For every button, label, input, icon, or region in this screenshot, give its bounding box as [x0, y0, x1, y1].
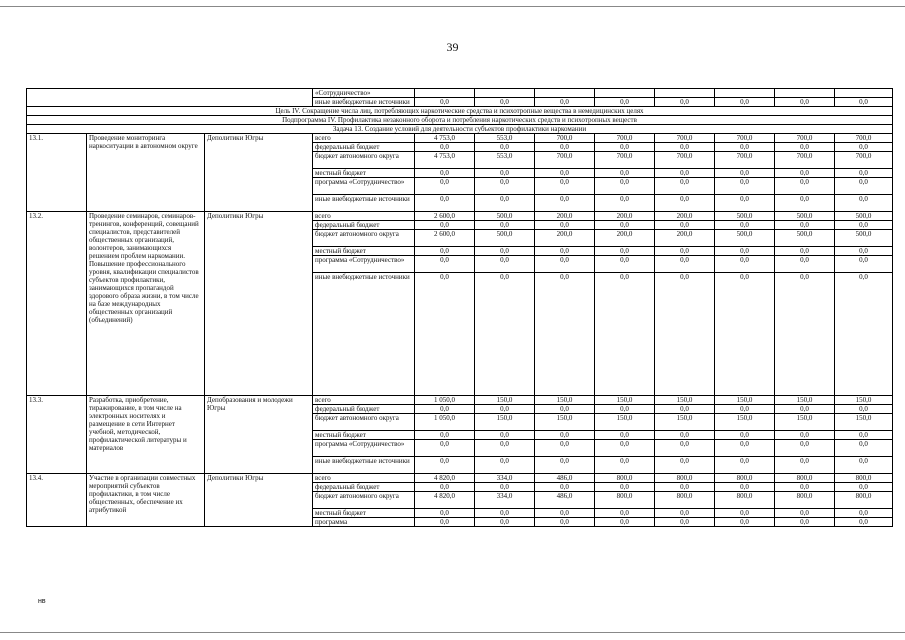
value-cell: 0,0 [835, 247, 893, 256]
source-label: бюджет автономного округа [313, 414, 415, 431]
value-cell: 0,0 [835, 457, 893, 474]
value-cell: 800,0 [775, 492, 835, 509]
value-cell: 0,0 [835, 483, 893, 492]
value-cell: 0,0 [415, 431, 475, 440]
value-cell: 0,0 [475, 457, 535, 474]
value-cell: 500,0 [475, 230, 535, 247]
value-cell: 0,0 [835, 221, 893, 230]
value-cell: 334,0 [475, 492, 535, 509]
source-label: всего [313, 134, 415, 143]
value-cell: 0,0 [595, 247, 655, 256]
bottom-edge-line [0, 632, 905, 633]
value-cell: 0,0 [415, 221, 475, 230]
value-cell: 4 820,0 [415, 474, 475, 483]
value-cell: 0,0 [535, 483, 595, 492]
table-cell [27, 89, 313, 107]
value-cell: 0,0 [415, 405, 475, 414]
source-label: всего [313, 212, 415, 221]
source-label: иные внебюджетные источники [313, 457, 415, 474]
value-cell: 486,0 [535, 474, 595, 483]
value-cell: 0,0 [655, 247, 715, 256]
table-cell [475, 89, 535, 98]
value-cell: 150,0 [535, 414, 595, 431]
value-cell: 0,0 [715, 440, 775, 457]
value-cell: 2 600,0 [415, 230, 475, 247]
value-cell: 800,0 [655, 492, 715, 509]
value-cell: 0,0 [475, 509, 535, 518]
measure-executor: Депобразования и молодежи Югры [205, 396, 313, 474]
table-cell [775, 89, 835, 98]
value-cell: 0,0 [535, 169, 595, 178]
value-cell: 0,0 [775, 221, 835, 230]
measure-name: Разработка, приобретение, тиражирование, в том числе на электронных носителях и размещение в сети Интернет учебной, методической, профилактической литературы и материалов [87, 396, 205, 474]
value-cell: 0,0 [475, 195, 535, 212]
value-cell: 0,0 [715, 405, 775, 414]
source-label: федеральный бюджет [313, 483, 415, 492]
value-cell: 0,0 [715, 256, 775, 273]
value-cell: 0,0 [775, 457, 835, 474]
value-cell: 0,0 [775, 143, 835, 152]
value-cell: 700,0 [595, 152, 655, 169]
value-cell: 0,0 [715, 98, 775, 107]
value-cell: 0,0 [415, 169, 475, 178]
value-cell: 0,0 [415, 457, 475, 474]
value-cell: 0,0 [475, 483, 535, 492]
measure-executor: Деполитики Югры [205, 134, 313, 212]
value-cell: 800,0 [715, 492, 775, 509]
value-cell: 0,0 [715, 221, 775, 230]
measure-name: Проведение семинаров, семинаров-тренингов, конференций, совещаний специалистов, представителей общественных организаций, волонтеров, занимающихся решением проблем наркомании. Повышение профессионального уровня, квалификации специалистов субъектов профилактики, занимающихся пропагандой здорового образа жизни, в том числе на базе международных общественных организаций (объединений) [87, 212, 205, 396]
value-cell: 0,0 [655, 273, 715, 396]
value-cell: 4 753,0 [415, 152, 475, 169]
value-cell: 0,0 [655, 143, 715, 152]
value-cell: 0,0 [535, 405, 595, 414]
source-label: федеральный бюджет [313, 221, 415, 230]
measure-number: 13.1. [27, 134, 87, 212]
value-cell: 0,0 [655, 178, 715, 195]
value-cell: 0,0 [595, 457, 655, 474]
value-cell: 0,0 [655, 440, 715, 457]
value-cell: 200,0 [595, 212, 655, 221]
source-label: федеральный бюджет [313, 405, 415, 414]
value-cell: 0,0 [715, 178, 775, 195]
table-cell [835, 89, 893, 98]
value-cell: 700,0 [715, 134, 775, 143]
source-label: всего [313, 396, 415, 405]
value-cell: 700,0 [835, 152, 893, 169]
value-cell: 700,0 [535, 152, 595, 169]
source-label: иные внебюджетные источники [313, 273, 415, 396]
value-cell: 0,0 [475, 98, 535, 107]
value-cell: 150,0 [655, 414, 715, 431]
value-cell: 0,0 [415, 273, 475, 396]
value-cell: 150,0 [715, 414, 775, 431]
value-cell: 4 820,0 [415, 492, 475, 509]
value-cell: 0,0 [775, 178, 835, 195]
value-cell: 150,0 [835, 414, 893, 431]
value-cell: 0,0 [595, 431, 655, 440]
value-cell: 0,0 [835, 178, 893, 195]
source-label: бюджет автономного округа [313, 230, 415, 247]
value-cell: 200,0 [655, 230, 715, 247]
value-cell: 0,0 [715, 483, 775, 492]
value-cell: 200,0 [535, 212, 595, 221]
value-cell: 800,0 [835, 474, 893, 483]
value-cell: 0,0 [595, 195, 655, 212]
value-cell: 500,0 [835, 212, 893, 221]
subprogram-heading: Подпрограмма IV. Профилактика незаконного оборота и потребления наркотических средств и психотропных веществ [27, 116, 893, 125]
source-label: местный бюджет [313, 431, 415, 440]
value-cell: 0,0 [595, 221, 655, 230]
value-cell: 0,0 [715, 509, 775, 518]
source-label: «Сотрудничество» [313, 89, 415, 98]
value-cell: 0,0 [715, 273, 775, 396]
value-cell: 0,0 [535, 431, 595, 440]
value-cell: 500,0 [715, 212, 775, 221]
value-cell: 0,0 [475, 431, 535, 440]
value-cell: 0,0 [835, 518, 893, 527]
value-cell: 0,0 [775, 169, 835, 178]
value-cell: 150,0 [595, 414, 655, 431]
source-label: бюджет автономного округа [313, 492, 415, 509]
value-cell: 0,0 [475, 169, 535, 178]
value-cell: 486,0 [535, 492, 595, 509]
table-row [27, 89, 893, 98]
value-cell: 0,0 [475, 247, 535, 256]
measure-number: 13.3. [27, 396, 87, 474]
page-number: 39 [446, 40, 459, 54]
value-cell: 0,0 [535, 98, 595, 107]
value-cell: 150,0 [475, 414, 535, 431]
measure-number: 13.2. [27, 212, 87, 396]
value-cell: 0,0 [595, 518, 655, 527]
table-row [27, 116, 893, 125]
value-cell: 500,0 [475, 212, 535, 221]
value-cell: 0,0 [655, 169, 715, 178]
table-cell [415, 89, 475, 98]
value-cell: 0,0 [595, 143, 655, 152]
value-cell: 0,0 [835, 98, 893, 107]
value-cell: 0,0 [475, 440, 535, 457]
value-cell: 800,0 [835, 492, 893, 509]
value-cell: 0,0 [835, 195, 893, 212]
value-cell: 150,0 [595, 396, 655, 405]
value-cell: 0,0 [775, 256, 835, 273]
value-cell: 700,0 [655, 134, 715, 143]
value-cell: 0,0 [415, 98, 475, 107]
value-cell: 800,0 [595, 474, 655, 483]
value-cell: 0,0 [595, 440, 655, 457]
value-cell: 1 050,0 [415, 414, 475, 431]
value-cell: 0,0 [655, 195, 715, 212]
value-cell: 0,0 [535, 221, 595, 230]
value-cell: 0,0 [715, 247, 775, 256]
value-cell: 0,0 [475, 256, 535, 273]
value-cell: 0,0 [655, 98, 715, 107]
value-cell: 150,0 [835, 396, 893, 405]
value-cell: 0,0 [415, 178, 475, 195]
value-cell: 0,0 [775, 247, 835, 256]
value-cell: 0,0 [475, 143, 535, 152]
table-cell [535, 89, 595, 98]
measure-number: 13.4. [27, 474, 87, 527]
measure-name: Участие в организации совместных мероприятий субъектов профилактики, в том числе общественных, обеспечение их атрибутикой [87, 474, 205, 527]
value-cell: 150,0 [775, 414, 835, 431]
value-cell: 0,0 [535, 440, 595, 457]
value-cell: 0,0 [595, 256, 655, 273]
value-cell: 150,0 [775, 396, 835, 405]
value-cell: 0,0 [775, 195, 835, 212]
value-cell: 553,0 [475, 152, 535, 169]
footer-mark: нв [38, 598, 46, 605]
value-cell: 0,0 [595, 509, 655, 518]
value-cell: 0,0 [835, 405, 893, 414]
value-cell: 0,0 [595, 169, 655, 178]
value-cell: 700,0 [835, 134, 893, 143]
value-cell: 0,0 [655, 431, 715, 440]
value-cell: 4 753,0 [415, 134, 475, 143]
value-cell: 150,0 [655, 396, 715, 405]
value-cell: 0,0 [535, 195, 595, 212]
value-cell: 0,0 [655, 509, 715, 518]
source-label: всего [313, 474, 415, 483]
value-cell: 700,0 [715, 152, 775, 169]
value-cell: 500,0 [835, 230, 893, 247]
value-cell: 0,0 [535, 178, 595, 195]
value-cell: 0,0 [715, 143, 775, 152]
value-cell: 0,0 [475, 221, 535, 230]
table-row [27, 474, 893, 483]
value-cell: 0,0 [475, 405, 535, 414]
value-cell: 0,0 [715, 195, 775, 212]
goal-heading: Цель IV. Сокращение числа лиц, потребляющих наркотические средства и психотропные вещества в немедицинских целях [27, 107, 893, 116]
value-cell: 0,0 [415, 256, 475, 273]
value-cell: 0,0 [655, 518, 715, 527]
value-cell: 0,0 [655, 221, 715, 230]
value-cell: 0,0 [475, 273, 535, 396]
value-cell: 1 050,0 [415, 396, 475, 405]
table-row [27, 212, 893, 221]
value-cell: 0,0 [835, 256, 893, 273]
table-row [27, 107, 893, 116]
table-cell [715, 89, 775, 98]
value-cell: 0,0 [715, 431, 775, 440]
value-cell: 0,0 [835, 509, 893, 518]
source-label: программа [313, 518, 415, 527]
source-label: местный бюджет [313, 509, 415, 518]
source-label: иные внебюджетные источники [313, 195, 415, 212]
value-cell: 0,0 [595, 483, 655, 492]
value-cell: 2 600,0 [415, 212, 475, 221]
value-cell: 0,0 [475, 518, 535, 527]
value-cell: 0,0 [775, 405, 835, 414]
value-cell: 700,0 [595, 134, 655, 143]
value-cell: 0,0 [775, 483, 835, 492]
value-cell: 0,0 [595, 98, 655, 107]
table-row [27, 134, 893, 143]
value-cell: 0,0 [415, 247, 475, 256]
source-label: бюджет автономного округа [313, 152, 415, 169]
value-cell: 800,0 [775, 474, 835, 483]
value-cell: 500,0 [775, 212, 835, 221]
value-cell: 200,0 [655, 212, 715, 221]
value-cell: 150,0 [535, 396, 595, 405]
table-row [27, 396, 893, 405]
source-label: иные внебюджетные источники [313, 98, 415, 107]
value-cell: 0,0 [415, 143, 475, 152]
value-cell: 0,0 [715, 169, 775, 178]
measure-executor: Деполитики Югры [205, 212, 313, 396]
value-cell: 800,0 [595, 492, 655, 509]
value-cell: 0,0 [535, 509, 595, 518]
value-cell: 800,0 [715, 474, 775, 483]
value-cell: 0,0 [835, 431, 893, 440]
value-cell: 700,0 [775, 152, 835, 169]
value-cell: 0,0 [475, 178, 535, 195]
source-label: программа «Сотрудничество» [313, 256, 415, 273]
value-cell: 500,0 [775, 230, 835, 247]
value-cell: 0,0 [415, 483, 475, 492]
value-cell: 0,0 [595, 178, 655, 195]
value-cell: 150,0 [475, 396, 535, 405]
table-row [27, 125, 893, 134]
value-cell: 0,0 [415, 509, 475, 518]
table-body [27, 89, 893, 527]
value-cell: 0,0 [715, 457, 775, 474]
measure-executor: Деполитики Югры [205, 474, 313, 527]
value-cell: 200,0 [535, 230, 595, 247]
value-cell: 150,0 [715, 396, 775, 405]
value-cell: 0,0 [415, 518, 475, 527]
value-cell: 500,0 [715, 230, 775, 247]
value-cell: 0,0 [595, 405, 655, 414]
value-cell: 0,0 [775, 273, 835, 396]
value-cell: 700,0 [775, 134, 835, 143]
value-cell: 0,0 [415, 440, 475, 457]
budget-table [26, 88, 893, 527]
value-cell: 0,0 [715, 518, 775, 527]
value-cell: 0,0 [835, 273, 893, 396]
source-label: местный бюджет [313, 169, 415, 178]
value-cell: 0,0 [655, 256, 715, 273]
value-cell: 0,0 [835, 143, 893, 152]
task-heading: Задача 13. Создание условий для деятельности субъектов профилактики наркомании [27, 125, 893, 134]
value-cell: 0,0 [535, 256, 595, 273]
value-cell: 0,0 [775, 431, 835, 440]
source-label: программа «Сотрудничество» [313, 440, 415, 457]
value-cell: 700,0 [535, 134, 595, 143]
value-cell: 334,0 [475, 474, 535, 483]
value-cell: 0,0 [775, 509, 835, 518]
value-cell: 200,0 [595, 230, 655, 247]
value-cell: 0,0 [535, 143, 595, 152]
value-cell: 0,0 [775, 440, 835, 457]
value-cell: 0,0 [775, 518, 835, 527]
value-cell: 0,0 [535, 518, 595, 527]
value-cell: 0,0 [535, 273, 595, 396]
value-cell: 0,0 [655, 483, 715, 492]
source-label: федеральный бюджет [313, 143, 415, 152]
value-cell: 0,0 [595, 273, 655, 396]
value-cell: 553,0 [475, 134, 535, 143]
top-edge-line [0, 6, 905, 7]
value-cell: 0,0 [415, 195, 475, 212]
measure-name: Проведение мониторинга наркоситуации в автономном округе [87, 134, 205, 212]
value-cell: 0,0 [535, 247, 595, 256]
value-cell: 800,0 [655, 474, 715, 483]
source-label: местный бюджет [313, 247, 415, 256]
table-cell [655, 89, 715, 98]
value-cell: 0,0 [835, 169, 893, 178]
value-cell: 0,0 [655, 457, 715, 474]
value-cell: 0,0 [655, 405, 715, 414]
table-cell [595, 89, 655, 98]
value-cell: 0,0 [835, 440, 893, 457]
value-cell: 700,0 [655, 152, 715, 169]
source-label: программа «Сотрудничество» [313, 178, 415, 195]
value-cell: 0,0 [775, 98, 835, 107]
value-cell: 0,0 [535, 457, 595, 474]
